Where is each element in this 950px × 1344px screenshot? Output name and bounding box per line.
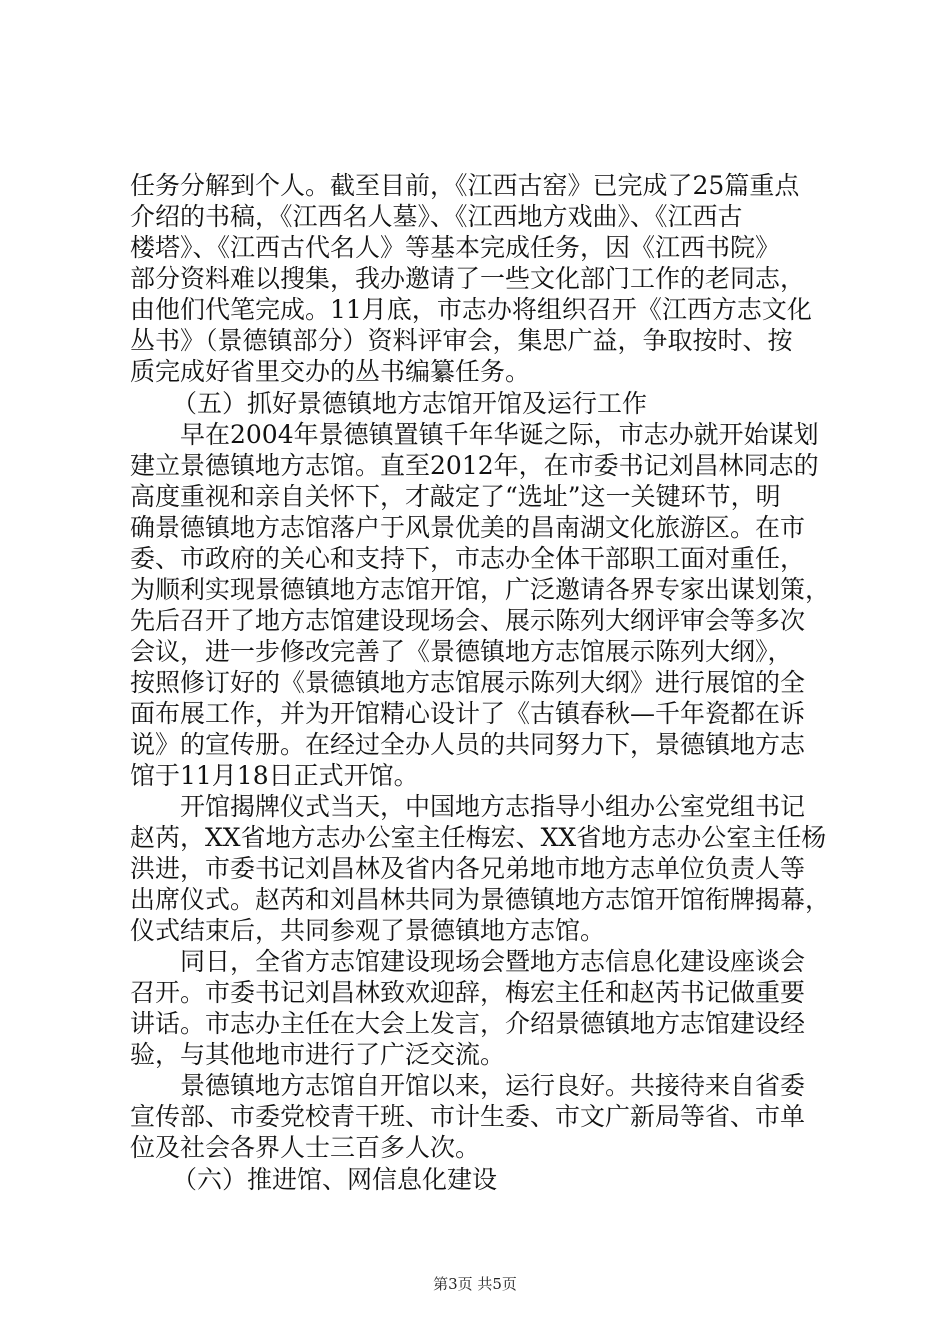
text-line: 部分资料难以搜集，我办邀请了一些文化部门工作的老同志，: [130, 264, 806, 293]
text-line: 早在2004年景德镇置镇千年华诞之际，市志办就开始谋划: [180, 420, 819, 449]
text-line: 宣传部、市委党校青干班、市计生委、市文广新局等省、市单: [130, 1102, 806, 1131]
text-line: 讲话。市志办主任在大会上发言，介绍景德镇地方志馆建设经: [130, 1009, 806, 1038]
text-line: 由他们代笔完成。11月底，市志办将组织召开《江西方志文化: [130, 295, 812, 324]
text-line: 位及社会各界人士三百多人次。: [130, 1133, 481, 1162]
text-line: 面布展工作，并为开馆精心设计了《古镇春秋—千年瓷都在诉: [130, 699, 806, 728]
text-line: 委、市政府的关心和支持下，市志办全体干部职工面对重任，: [130, 544, 806, 573]
page-footer: 第3页 共5页: [433, 1275, 517, 1293]
text-line: 任务分解到个人。截至目前，《江西古窑》已完成了25篇重点: [130, 171, 800, 200]
text-line: 同日，全省方志馆建设现场会暨地方志信息化建设座谈会: [180, 947, 806, 976]
text-line: 景德镇地方志馆自开馆以来，运行良好。共接待来自省委: [180, 1071, 806, 1100]
text-line: 质完成好省里交办的丛书编纂任务。: [130, 357, 531, 386]
text-line: 为顺利实现景德镇地方志馆开馆，广泛邀请各界专家出谋划策，: [130, 575, 831, 604]
text-line: 会议，进一步修改完善了《景德镇地方志馆展示陈列大纲》，: [130, 637, 793, 666]
text-line: 建立景德镇地方志馆。直至2012年，在市委书记刘昌林同志的: [130, 451, 819, 480]
section-heading: （五）抓好景德镇地方志馆开馆及运行工作: [172, 389, 648, 418]
text-line: 楼塔》、《江西古代名人》等基本完成任务，因《江西书院》: [130, 233, 781, 262]
text-line: 馆于11月18日正式开馆。: [130, 761, 419, 790]
text-line: 开馆揭牌仪式当天，中国地方志指导小组办公室党组书记: [180, 792, 806, 821]
text-line: 仪式结束后，共同参观了景德镇地方志馆。: [130, 916, 606, 945]
text-line: 先后召开了地方志馆建设现场会、展示陈列大纲评审会等多次: [130, 606, 806, 635]
section-heading: （六）推进馆、网信息化建设: [172, 1165, 498, 1194]
text-line: 介绍的书稿，《江西名人墓》、《江西地方戏曲》、《江西古: [130, 202, 743, 231]
text-line: 洪进，市委书记刘昌林及省内各兄弟地市地方志单位负责人等: [130, 854, 806, 883]
text-line: 赵芮，XX省地方志办公室主任梅宏、XX省地方志办公室主任杨: [130, 823, 827, 852]
text-line: 高度重视和亲自关怀下，才敲定了“选址”这一关键环节，明: [130, 482, 781, 511]
text-line: 召开。市委书记刘昌林致欢迎辞，梅宏主任和赵芮书记做重要: [130, 978, 806, 1007]
text-line: 按照修订好的《景德镇地方志馆展示陈列大纲》进行展馆的全: [130, 668, 806, 697]
text-line: 确景德镇地方志馆落户于风景优美的昌南湖文化旅游区。在市: [130, 513, 806, 542]
text-line: 验，与其他地市进行了广泛交流。: [130, 1040, 506, 1069]
text-line: 出席仪式。赵芮和刘昌林共同为景德镇地方志馆开馆衔牌揭幕，: [130, 885, 831, 914]
text-line: 说》的宣传册。在经过全办人员的共同努力下，景德镇地方志: [130, 730, 806, 759]
text-line: 丛书》（景德镇部分）资料评审会，集思广益，争取按时、按: [130, 326, 793, 355]
